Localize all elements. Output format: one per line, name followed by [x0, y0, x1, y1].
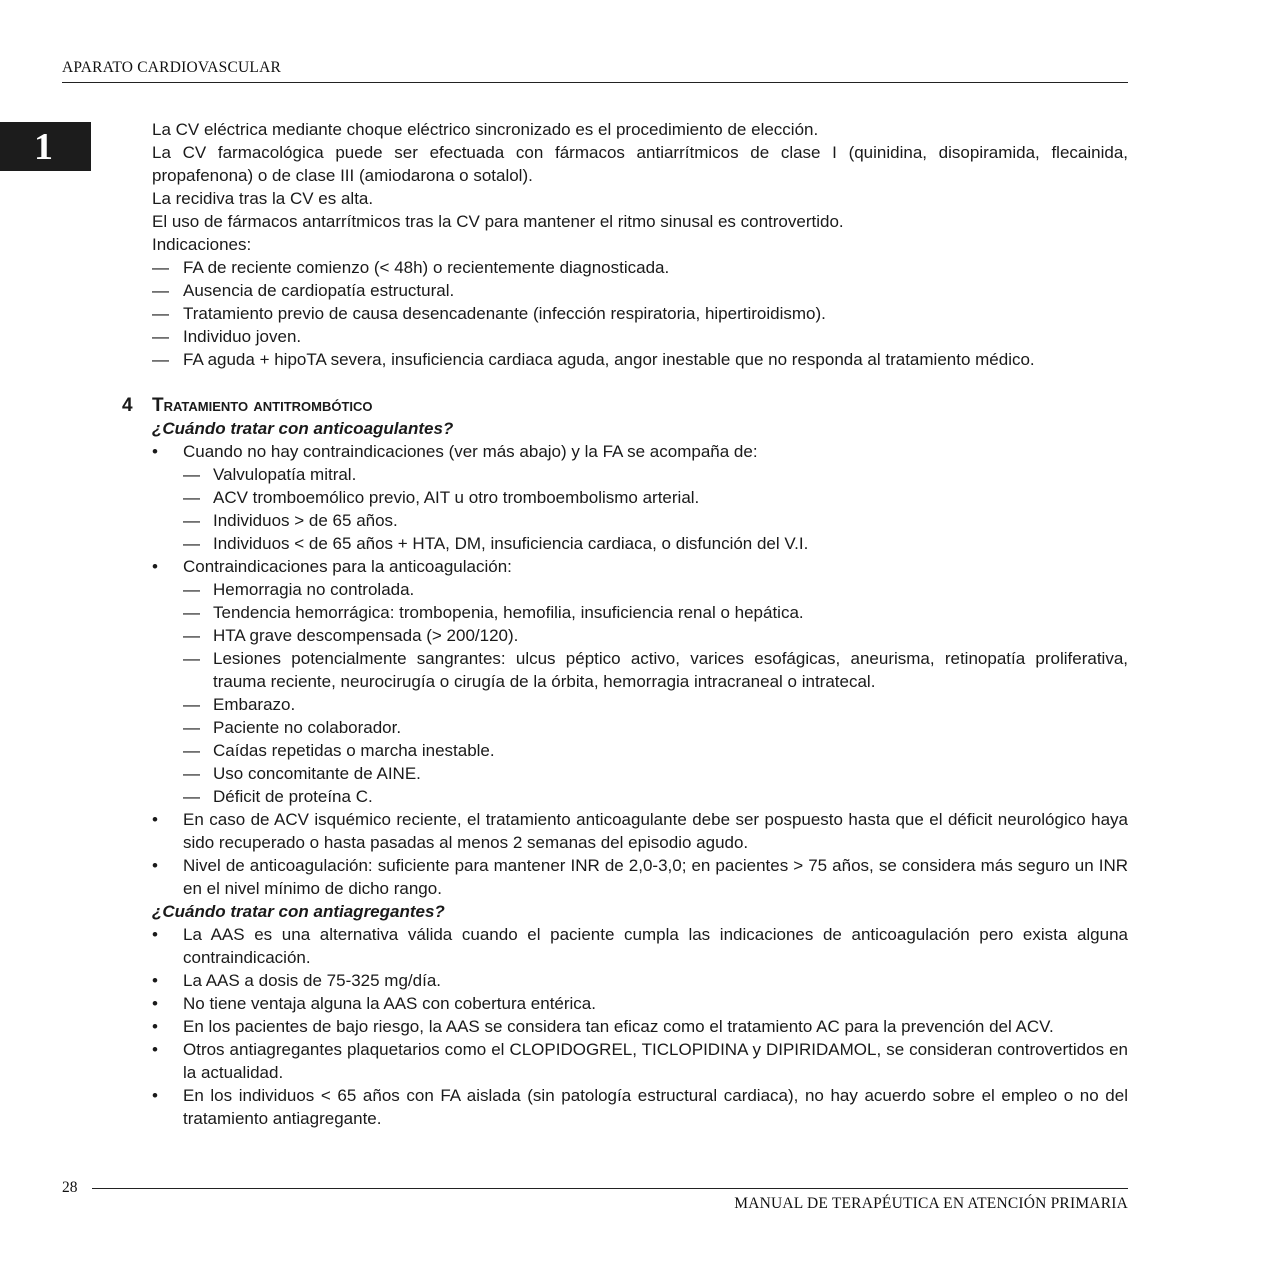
list-item: • Nivel de anticoagulación: suficiente para mantener INR de 2,0-3,0; en pacientes > 75 años, se considera más seguro un INR en el nivel mínimo de dicho rango. [152, 856, 1128, 898]
list-item: • Otros antiagregantes plaquetarios como el CLOPIDOGREL, TICLOPIDINA y DIPIRIDAMOL, se consideran controvertidos en la actualidad. [152, 1040, 1128, 1082]
dash-mark: — [183, 718, 200, 737]
list-item: • No tiene ventaja alguna la AAS con cobertura entérica. [152, 994, 596, 1013]
list-item: — Individuos > de 65 años. [183, 511, 398, 530]
bullet-mark: • [152, 925, 158, 944]
running-head: APARATO CARDIOVASCULAR [62, 59, 282, 76]
dash-mark: — [183, 488, 200, 507]
list-item: — Uso concomitante de AINE. [183, 764, 421, 783]
list-item: — Caídas repetidas o marcha inestable. [183, 741, 495, 760]
list-item: — Lesiones potencialmente sangrantes: ulcus péptico activo, varices esofágicas, aneurisma, retinopatía proliferativa, trauma reciente, neurocirugía o cirugía de la órbita, hemorragia intracraneal o intratecal. [183, 649, 1128, 691]
intro-paragraph: El uso de fármacos antarrítmicos tras la CV para mantener el ritmo sinusal es controvertido. [152, 212, 844, 231]
dash-mark: — [152, 350, 169, 369]
subheading-antiagregantes: ¿Cuándo tratar con antiagregantes? [152, 902, 445, 921]
footer-book-title: MANUAL DE TERAPÉUTICA EN ATENCIÓN PRIMARIA [734, 1195, 1128, 1212]
bullet-mark: • [152, 810, 158, 829]
dash-mark: — [152, 304, 169, 323]
list-item: • La AAS es una alternativa válida cuando el paciente cumpla las indicaciones de anticoagulación pero exista alguna contraindicación. [152, 925, 1128, 967]
bullet-mark: • [152, 557, 158, 576]
dash-mark: — [183, 580, 200, 599]
dash-mark: — [183, 787, 200, 806]
list-item: — Tendencia hemorrágica: trombopenia, hemofilia, insuficiencia renal o hepática. [183, 603, 804, 622]
bullet-mark: • [152, 1017, 158, 1036]
list-item: — Hemorragia no controlada. [183, 580, 415, 599]
bullet-mark: • [152, 971, 158, 990]
list-item: — Individuo joven. [152, 327, 302, 346]
dash-mark: — [152, 258, 169, 277]
list-item: — Embarazo. [183, 695, 296, 714]
list-item: — Valvulopatía mitral. [183, 465, 357, 484]
list-item: • La AAS a dosis de 75-325 mg/día. [152, 971, 442, 990]
list-item: — ACV tromboemólico previo, AIT u otro tromboembolismo arterial. [183, 488, 700, 507]
list-item: — Ausencia de cardiopatía estructural. [152, 281, 455, 300]
list-item: — Tratamiento previo de causa desencadenante (infección respiratoria, hipertiroidismo). [152, 304, 826, 323]
dash-mark: — [183, 695, 200, 714]
indications-list [152, 256, 1128, 371]
bullet-mark: • [152, 1086, 158, 1105]
footer-rule [92, 1188, 1128, 1189]
dash-mark: — [183, 603, 200, 622]
list-item: • Cuando no hay contraindicaciones (ver más abajo) y la FA se acompaña de: [152, 442, 758, 461]
dash-mark: — [183, 626, 200, 645]
section-number: 4 [122, 395, 133, 416]
list-item: • En los pacientes de bajo riesgo, la AAS se considera tan eficaz como el tratamiento AC para la prevención del ACV. [152, 1017, 1054, 1036]
list-item: • En caso de ACV isquémico reciente, el tratamiento anticoagulante debe ser pospuesto hasta que el déficit neurológico haya sido recuperado o hasta pasadas al menos 2 semanas del episodio agudo. [152, 810, 1128, 852]
dash-mark: — [183, 764, 200, 783]
section-title: Tratamiento antitrombótico [152, 395, 373, 416]
indications-label: Indicaciones: [152, 235, 252, 254]
dash-mark: — [152, 281, 169, 300]
list-item: — HTA grave descompensada (> 200/120). [183, 626, 519, 645]
intro-paragraph: La CV eléctrica mediante choque eléctrico sincronizado es el procedimiento de elección. [152, 120, 819, 139]
bullet-mark: • [152, 994, 158, 1013]
dash-mark: — [183, 741, 200, 760]
dash-mark: — [183, 511, 200, 530]
list-item: • En los individuos < 65 años con FA aislada (sin patología estructural cardiaca), no hay acuerdo sobre el empleo o no del tratamiento antiagregante. [152, 1086, 1128, 1128]
dash-mark: — [183, 534, 200, 553]
list-item: — Déficit de proteína C. [183, 787, 373, 806]
page-number: 28 [62, 1179, 78, 1196]
bullet-mark: • [152, 442, 158, 461]
list-item: • Contraindicaciones para la anticoagulación: [152, 557, 512, 576]
header-rule [62, 82, 1128, 83]
intro-paragraph: La recidiva tras la CV es alta. [152, 189, 374, 208]
bullet-mark: • [152, 1040, 158, 1059]
page-body [122, 118, 1128, 1130]
dash-mark: — [183, 649, 200, 668]
dash-mark: — [152, 327, 169, 346]
list-item: — Individuos < de 65 años + HTA, DM, insuficiencia cardiaca, o disfunción del V.I. [183, 534, 809, 553]
dash-mark: — [183, 465, 200, 484]
bullet-mark: • [152, 856, 158, 875]
chapter-tab: 1 [0, 122, 91, 171]
list-item: — FA de reciente comienzo (< 48h) o recientemente diagnosticada. [152, 258, 670, 277]
intro-paragraph: La CV farmacológica puede ser efectuada con fármacos antiarrítmicos de clase I (quinidina, disopiramida, flecainida, propafenona) o de clase III (amiodarona o sotalol). [152, 143, 1128, 185]
subheading-anticoagulantes: ¿Cuándo tratar con anticoagulantes? [152, 419, 454, 438]
list-item: — FA aguda + hipoTA severa, insuficiencia cardiaca aguda, angor inestable que no responda al tratamiento médico. [152, 350, 1035, 369]
section-heading [122, 394, 1128, 417]
list-item: — Paciente no colaborador. [183, 718, 402, 737]
